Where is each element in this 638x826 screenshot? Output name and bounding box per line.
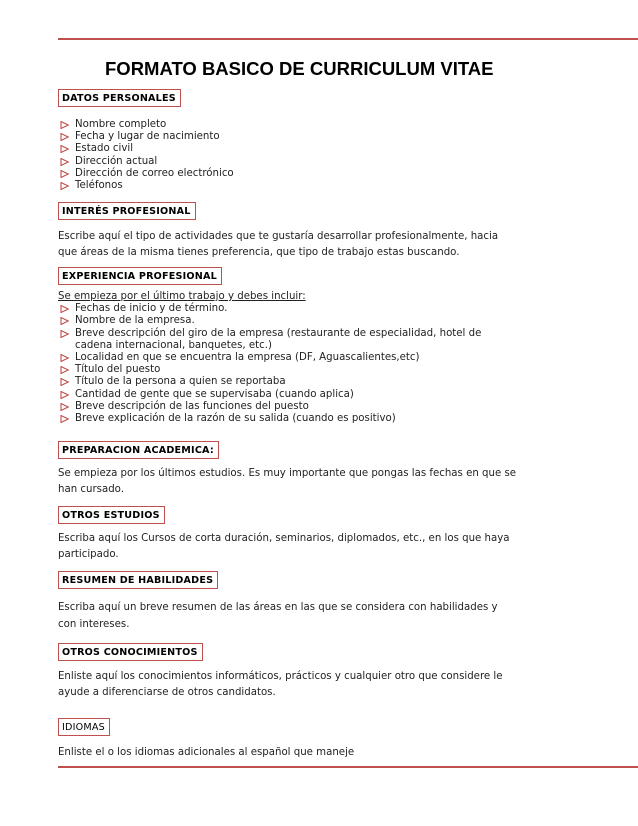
list-item: Título de la persona a quien se reportaba <box>58 376 498 388</box>
list-item: Título del puesto <box>58 364 498 376</box>
triangle-bullet-icon <box>60 305 69 313</box>
list-item: Breve descripción del giro de la empresa (restaurante de especialidad, hotel de cadena internacional, banquetes, etc.) <box>58 328 498 352</box>
triangle-bullet-icon <box>60 354 69 362</box>
section-text: Escriba aquí un breve resumen de las áreas en las que se considera con habilidades y con intereses. <box>58 602 498 630</box>
section-heading: RESUMEN DE HABILIDADES <box>58 571 218 589</box>
top-rule <box>58 38 638 40</box>
triangle-bullet-icon <box>60 391 69 399</box>
section-text: Enliste el o los idiomas adicionales al español que maneje <box>58 747 355 758</box>
bullet-list <box>58 303 498 425</box>
list-item: Dirección actual <box>58 156 518 168</box>
bullet-list <box>58 119 518 192</box>
section-text: Escriba aquí los Cursos de corta duración, seminarios, diplomados, etc., en los que haya participado. <box>58 533 510 560</box>
triangle-bullet-icon <box>60 170 69 178</box>
triangle-bullet-icon <box>60 415 69 423</box>
section-heading: EXPERIENCIA PROFESIONAL <box>58 267 222 285</box>
list-item: Nombre de la empresa. <box>58 315 498 327</box>
list-item: Breve explicación de la razón de su salida (cuando es positivo) <box>58 413 498 425</box>
section-heading: IDIOMAS <box>58 718 110 736</box>
list-item: Teléfonos <box>58 180 518 192</box>
triangle-bullet-icon <box>60 145 69 153</box>
section-experiencia-profesional <box>58 264 518 425</box>
triangle-bullet-icon <box>60 366 69 374</box>
list-item: Fechas de inicio y de término. <box>58 303 498 315</box>
list-item: Nombre completo <box>58 119 518 131</box>
section-text: Se empieza por los últimos estudios. Es muy importante que pongas las fechas en que se han cursado. <box>58 468 517 495</box>
list-item: Breve descripción de las funciones del puesto <box>58 401 498 413</box>
section-datos-personales <box>58 86 518 192</box>
page-title: FORMATO BASICO DE CURRICULUM VITAE <box>105 58 494 79</box>
triangle-bullet-icon <box>60 330 69 338</box>
list-item: Cantidad de gente que se supervisaba (cuando aplica) <box>58 389 498 401</box>
section-heading: OTROS ESTUDIOS <box>58 506 165 524</box>
section-heading: DATOS PERSONALES <box>58 89 181 107</box>
triangle-bullet-icon <box>60 317 69 325</box>
section-otros-conocimientos <box>58 640 518 700</box>
section-idiomas <box>58 715 518 761</box>
section-intro: Se empieza por el último trabajo y debes incluir: <box>58 291 306 302</box>
section-text: Escribe aquí el tipo de actividades que te gustaría desarrollar profesionalmente, hacia que áreas de la misma tienes preferencia, que tipo de trabajo estas buscando. <box>58 231 499 258</box>
section-heading: INTERÉS PROFESIONAL <box>58 202 196 220</box>
section-preparacion-academica <box>58 438 518 497</box>
section-otros-estudios <box>58 503 518 562</box>
triangle-bullet-icon <box>60 133 69 141</box>
section-heading: PREPARACION ACADEMICA: <box>58 441 219 459</box>
list-item: Dirección de correo electrónico <box>58 168 518 180</box>
triangle-bullet-icon <box>60 121 69 129</box>
list-item: Estado civil <box>58 143 518 155</box>
triangle-bullet-icon <box>60 182 69 190</box>
list-item: Fecha y lugar de nacimiento <box>58 131 518 143</box>
section-resumen-habilidades <box>58 568 518 633</box>
section-interes-profesional <box>58 199 518 260</box>
section-heading: OTROS CONOCIMIENTOS <box>58 643 203 661</box>
triangle-bullet-icon <box>60 403 69 411</box>
triangle-bullet-icon <box>60 378 69 386</box>
triangle-bullet-icon <box>60 158 69 166</box>
section-text: Enliste aquí los conocimientos informáticos, prácticos y cualquier otro que considere le ayude a diferenciarse de otros candidatos. <box>58 671 503 698</box>
bottom-rule <box>58 766 638 768</box>
list-item: Localidad en que se encuentra la empresa (DF, Aguascalientes,etc) <box>58 352 498 364</box>
